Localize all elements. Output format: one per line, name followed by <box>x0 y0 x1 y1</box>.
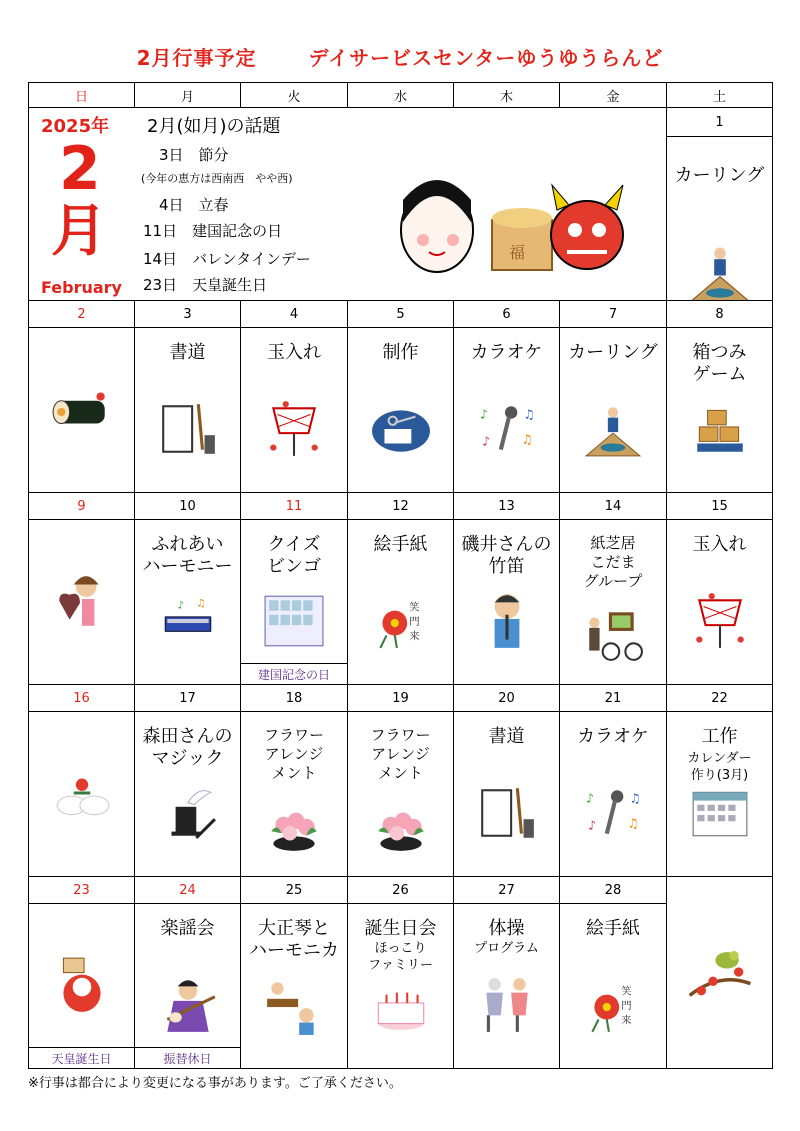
quiz-card-icon <box>263 590 325 652</box>
activity-label: 書道 <box>488 726 525 747</box>
activity-label: 制作 <box>382 342 419 363</box>
activity-label: クイズ ビンゴ <box>267 534 321 577</box>
activity-cell <box>240 903 348 1069</box>
date-cell: 25 <box>240 876 348 904</box>
karaoke-mic-icon <box>476 398 538 460</box>
activity-cell <box>453 903 560 1069</box>
footer-note: ※行事は都合により変更になる事があります。ご了承ください。 <box>28 1076 402 1091</box>
date-cell: 9 <box>28 492 135 520</box>
activity-label: 工作 <box>701 726 738 747</box>
activity-label: 大正琴と ハーモニカ <box>249 918 339 961</box>
date-cell: 7 <box>559 300 667 328</box>
month-number: 2 <box>59 134 101 204</box>
activity-cell <box>559 903 667 1069</box>
activity-cell <box>347 519 454 685</box>
topics-heading: 2月(如月)の話題 <box>147 116 281 137</box>
month-kanji: 月 <box>51 199 107 264</box>
birthday-cake-icon <box>370 974 432 1036</box>
svg-text:門: 門 <box>408 616 420 629</box>
date-cell: 11 <box>240 492 348 520</box>
activity-label: 玉入れ <box>267 342 321 363</box>
month-topics-box <box>28 107 667 301</box>
date-cell: 27 <box>453 876 560 904</box>
activity-cell <box>559 711 667 877</box>
date-cell: 26 <box>347 876 454 904</box>
svg-text:来: 来 <box>621 1014 632 1027</box>
ehomaki-icon <box>51 378 113 440</box>
tamaire-basket-icon <box>263 398 325 460</box>
date-cell: 4 <box>240 300 348 328</box>
setsubun-masks-icon <box>397 160 627 280</box>
date-cell: 1 <box>666 107 773 137</box>
activity-label: 体操 <box>488 918 525 939</box>
activity-cell <box>134 519 241 685</box>
svg-text:♫: ♫ <box>195 597 206 610</box>
topic-item: 11日 建国記念の日 <box>143 222 283 240</box>
weekday-header: 金 <box>559 82 667 108</box>
topic-item: 23日 天皇誕生日 <box>143 276 268 294</box>
flute-man-icon <box>476 590 538 652</box>
year-label: 2025年 <box>41 116 110 137</box>
svg-text:福: 福 <box>509 243 526 262</box>
activity-label: フラワー アレンジ メント <box>263 726 324 782</box>
calendar-grid <box>28 82 772 1068</box>
svg-text:♫: ♫ <box>629 790 641 806</box>
topic-item: 4日 立春 <box>159 196 229 214</box>
svg-text:♪: ♪ <box>479 406 488 422</box>
uguisu-plum-icon <box>680 937 760 1007</box>
activity-label: 紙芝居 こだま グループ <box>583 534 643 590</box>
activity-cell <box>453 327 560 493</box>
activity-cell <box>453 711 560 877</box>
activity-label: カラオケ <box>577 726 649 747</box>
date-cell: 21 <box>559 684 667 712</box>
activity-cell <box>559 327 667 493</box>
activity-label: 誕生日会 <box>364 918 437 939</box>
koto-icon <box>263 974 325 1036</box>
svg-text:♫: ♫ <box>520 431 533 447</box>
snow-rabbit-icon <box>51 762 113 824</box>
date-cell: 22 <box>666 684 773 712</box>
activity-label: カーリング <box>674 165 765 186</box>
title-right: デイサービスセンターゆうゆうらんど <box>308 46 664 70</box>
date-cell: 17 <box>134 684 241 712</box>
daruma-icon <box>51 954 113 1016</box>
activity-label: 絵手紙 <box>373 534 428 555</box>
svg-text:来: 来 <box>408 630 420 643</box>
activity-label: カーリング <box>568 342 658 363</box>
weekday-header: 水 <box>347 82 454 108</box>
activity-cell <box>28 327 135 493</box>
date-cell: 19 <box>347 684 454 712</box>
topic-item: 3日 節分 <box>159 146 229 164</box>
activity-cell <box>134 903 241 1069</box>
activity-cell <box>666 327 773 493</box>
activity-label: 箱つみ ゲーム <box>692 342 747 385</box>
karaoke-mic-icon <box>582 782 644 844</box>
etegami-flower-icon <box>370 590 432 652</box>
boxes-icon <box>689 398 751 460</box>
activity-cell <box>134 711 241 877</box>
date-cell: 18 <box>240 684 348 712</box>
exercise-icon <box>476 974 538 1036</box>
activity-label: 磯井さんの 竹笛 <box>461 534 552 577</box>
activity-sublabel: プログラム <box>474 941 539 956</box>
kamishibai-icon <box>582 602 644 664</box>
date-cell: 28 <box>559 876 667 904</box>
date-cell: 14 <box>559 492 667 520</box>
activity-label: 森田さんの マジック <box>142 726 233 769</box>
activity-cell <box>134 327 241 493</box>
activity-sublabel: ほっこり ファミリー <box>368 941 433 973</box>
calligraphy-icon <box>157 398 219 460</box>
activity-cell <box>240 519 348 685</box>
date-cell: 6 <box>453 300 560 328</box>
date-cell: 24 <box>134 876 241 904</box>
date-cell: 13 <box>453 492 560 520</box>
activity-label: 書道 <box>169 342 206 363</box>
magic-hat-icon <box>157 782 219 844</box>
svg-text:♪: ♪ <box>586 790 595 806</box>
activity-cell <box>559 519 667 685</box>
activity-cell <box>347 711 454 877</box>
month-english: February <box>41 278 122 297</box>
activity-label: カラオケ <box>470 342 543 363</box>
activity-label: 絵手紙 <box>586 918 640 939</box>
date-cell: 5 <box>347 300 454 328</box>
topic-item: 14日 バレンタインデー <box>143 250 311 268</box>
date-cell: 16 <box>28 684 135 712</box>
activity-cell <box>28 903 135 1069</box>
activity-cell <box>28 711 135 877</box>
shamisen-woman-icon <box>157 974 219 1036</box>
tamaire-basket-icon <box>689 590 751 652</box>
calligraphy-icon <box>476 782 538 844</box>
curling-icon <box>582 398 644 460</box>
activity-label: 楽謡会 <box>160 918 215 939</box>
date-cell: 23 <box>28 876 135 904</box>
activity-cell <box>240 711 348 877</box>
svg-text:笑: 笑 <box>621 985 632 998</box>
date-cell: 3 <box>134 300 241 328</box>
svg-text:♪: ♪ <box>177 599 184 612</box>
svg-text:笑: 笑 <box>408 601 420 614</box>
weekday-header: 木 <box>453 82 560 108</box>
activity-label: ふれあい ハーモニー <box>142 534 233 577</box>
decoration-cell <box>666 876 773 1069</box>
calendar-icon <box>689 782 751 844</box>
date-cell: 20 <box>453 684 560 712</box>
activity-cell <box>666 519 773 685</box>
activity-sublabel: カレンダー 作り(3月) <box>687 751 752 783</box>
date-cell: 15 <box>666 492 773 520</box>
page-title <box>0 42 800 71</box>
flower-arrangement-icon <box>370 794 432 856</box>
weekday-header: 月 <box>134 82 241 108</box>
craft-scissors-icon <box>370 398 432 460</box>
flower-arrangement-icon <box>263 794 325 856</box>
activity-cell <box>453 519 560 685</box>
activity-cell <box>347 327 454 493</box>
svg-text:門: 門 <box>621 1000 632 1013</box>
activity-cell <box>347 903 454 1069</box>
date-cell: 2 <box>28 300 135 328</box>
activity-cell <box>28 519 135 685</box>
holiday-label: 建国記念の日 <box>241 663 347 684</box>
weekday-header: 日 <box>28 82 135 108</box>
svg-text:♫: ♫ <box>627 815 639 831</box>
svg-text:♪: ♪ <box>588 817 597 833</box>
weekday-header: 土 <box>666 82 773 108</box>
activity-label: フラワー アレンジ メント <box>370 726 431 782</box>
date-cell: 10 <box>134 492 241 520</box>
harmonica-icon <box>157 590 219 652</box>
valentine-girl-icon <box>51 570 113 632</box>
curling-icon <box>685 237 755 307</box>
date-cell: 12 <box>347 492 454 520</box>
etegami-flower-icon <box>582 974 644 1036</box>
activity-cell <box>666 711 773 877</box>
holiday-label: 振替休日 <box>135 1047 240 1068</box>
topic-item: (今年の恵方は西南西 やや西) <box>141 172 293 185</box>
svg-text:♪: ♪ <box>481 433 490 449</box>
activity-cell <box>240 327 348 493</box>
activity-label: 玉入れ <box>692 534 747 555</box>
activity-cell <box>666 136 773 301</box>
weekday-header: 火 <box>240 82 348 108</box>
date-cell: 8 <box>666 300 773 328</box>
svg-text:♫: ♫ <box>523 406 535 422</box>
holiday-label: 天皇誕生日 <box>29 1047 134 1068</box>
title-left: 2月行事予定 <box>136 46 257 70</box>
